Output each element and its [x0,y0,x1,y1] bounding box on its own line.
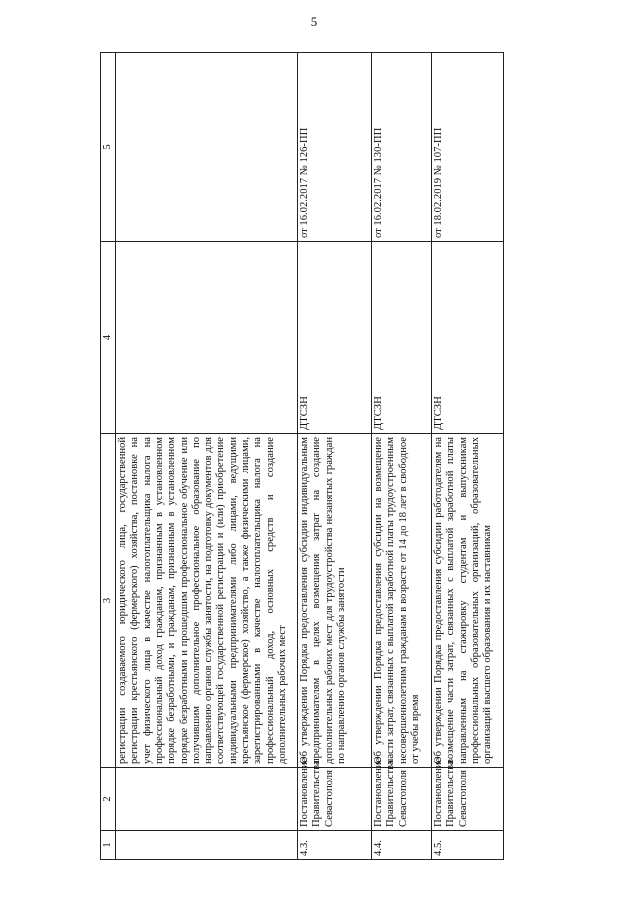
row-title: Об утверждении Порядка предоставления субсидии индивидуальным предпринимателям в целях возмещения затрат на создание дополнительных рабочих мест для трудоустройства незанятых граждан по направлению органов службы занятости [298,434,372,768]
row-executor: ДТСЗН [372,242,432,434]
row-title: регистрации создаваемого юридического лица, государственной регистрации крестьянского (фермерского) хозяйства, постановке на учет физического лица в качестве налогоплательщика налога на профессиональный доход гражданам, признанным в установленном порядке безработными, и гражданам, признанным в установленном порядке безработными и прошедшим профессиональное обучение или получившим дополнительное профессиональное образование по направлению органов службы занятости, на подготовку документов для соответствующей государственной регистрации и (или) приобретение индивидуальными предпринимателями либо лицами, ведущими крестьянское (фермерское) хозяйство, а также физическими лицами, зарегистрированными в качестве налогоплательщика налога на профессиональный доход, основных средств и создание дополнительных рабочих мест [116,434,298,768]
table-row [116,53,298,860]
header-col-5: 5 [101,53,116,242]
row-date [116,53,298,242]
table-row [372,53,432,860]
row-executor: ДТСЗН [298,242,372,434]
row-title: Об утверждении Порядка предоставления субсидии работодателям на возмещение части затрат, связанных с выплатой заработной платы направленным на стажировку студентам и выпускникам профессиональных образовательных организаций, образовательных организаций высшего образования и их наставникам [432,434,504,768]
row-executor: ДТСЗН [432,242,504,434]
row-date: от 18.02.2019 № 107-ПП [432,53,504,242]
row-date: от 16.02.2017 № 126-ПП [298,53,372,242]
row-title: Об утверждении Порядка предоставления субсидии на возмещение части затрат, связанных с выплатой заработной платы трудоустроенным несовершеннолетним гражданам в возрасте от 14 до 18 лет в свободное от учебы время [372,434,432,768]
regulations-table [100,52,504,860]
table-row [298,53,372,860]
header-col-2: 2 [101,768,116,831]
row-number: 4.3. [298,831,372,860]
page-number: 5 [310,14,318,29]
header-col-1: 1 [101,831,116,860]
table-row [432,53,504,860]
row-issuer: Постановление Правительства Севастополя [298,768,372,831]
row-issuer: Постановление Правительства Севастополя [372,768,432,831]
row-number: 4.4. [372,831,432,860]
row-number [116,831,298,860]
row-date: от 16.02.2017 № 130-ПП [372,53,432,242]
rotated-table-container [100,60,628,860]
header-col-4: 4 [101,242,116,434]
row-issuer: Постановление Правительства Севастополя [432,768,504,831]
row-issuer [116,768,298,831]
row-executor [116,242,298,434]
row-number: 4.5. [432,831,504,860]
table-header-row [101,53,116,860]
header-col-3: 3 [101,434,116,768]
